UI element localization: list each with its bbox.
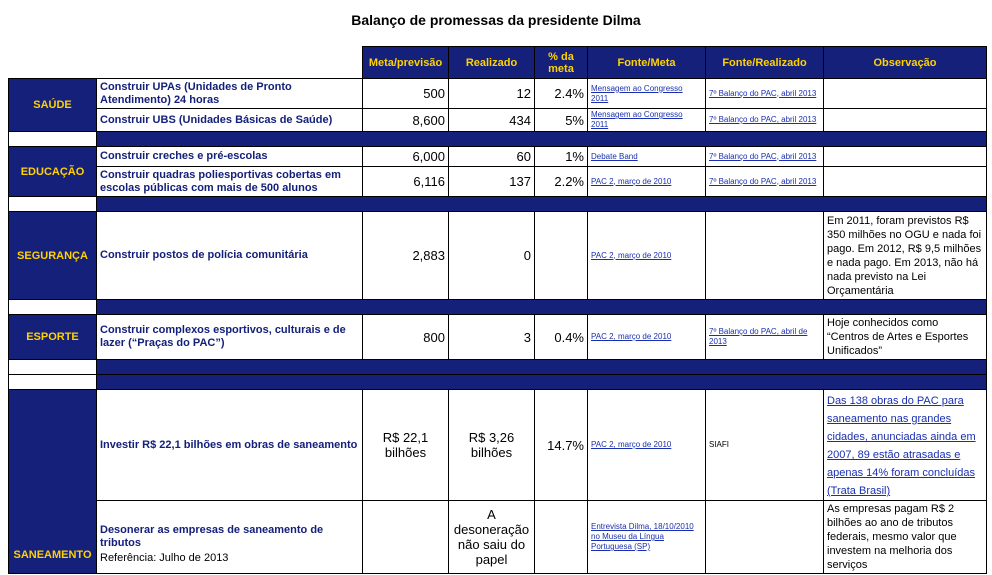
table-row bbox=[9, 390, 987, 501]
table-row bbox=[9, 147, 987, 167]
observacao bbox=[824, 167, 987, 197]
fonte-realizado-link[interactable]: 7º Balanço do PAC, abril 2013 bbox=[709, 115, 817, 124]
table-row bbox=[9, 315, 987, 360]
promise-text: Construir quadras poliesportivas cobertas em escolas públicas com mais de 500 alunos bbox=[97, 167, 363, 197]
promise-text: Investir R$ 22,1 bilhões em obras de saneamento bbox=[97, 390, 363, 501]
separator-row bbox=[9, 132, 987, 147]
fonte-meta-link[interactable]: Mensagem ao Congresso 2011 bbox=[591, 83, 683, 103]
fonte-meta-link[interactable]: Debate Band bbox=[591, 151, 638, 161]
table-row bbox=[9, 212, 987, 300]
promise-text: Construir UPAs (Unidades de Pronto Atendimento) 24 horas bbox=[97, 79, 363, 109]
header-fonte-meta: Fonte/Meta bbox=[588, 47, 706, 79]
sector-seguranca: SEGURANÇA bbox=[9, 212, 97, 300]
meta-value: 500 bbox=[363, 79, 449, 109]
realizado-value: 0 bbox=[449, 212, 535, 300]
observacao: Hoje conhecidos como “Centros de Artes e Esportes Unificados” bbox=[824, 315, 987, 360]
observacao bbox=[824, 147, 987, 167]
promise-text: Construir postos de polícia comunitária bbox=[97, 212, 363, 300]
table-row bbox=[9, 79, 987, 109]
realizado-value: 434 bbox=[449, 109, 535, 132]
pct-value: 2.4% bbox=[535, 79, 588, 109]
meta-value: 800 bbox=[363, 315, 449, 360]
sector-educacao: EDUCAÇÃO bbox=[9, 147, 97, 197]
header-blank bbox=[9, 47, 97, 79]
fonte-realizado-text: SIAFI bbox=[709, 440, 730, 449]
promises-table bbox=[8, 46, 987, 574]
fonte-realizado-link[interactable]: 7º Balanço do PAC, abril 2013 bbox=[709, 88, 817, 98]
pct-value bbox=[535, 501, 588, 574]
fonte-meta-link[interactable]: PAC 2, março de 2010 bbox=[591, 176, 672, 186]
meta-value: 8,600 bbox=[363, 109, 449, 132]
realizado-value: 60 bbox=[449, 147, 535, 167]
fonte-meta-link[interactable]: Entrevista Dilma, 18/10/2010 no Museu da Língua Portuguesa (SP) bbox=[591, 522, 694, 551]
fonte-meta-link[interactable]: PAC 2, março de 2010 bbox=[591, 250, 672, 260]
fonte-realizado-link[interactable]: 7º Balanço do PAC, abril 2013 bbox=[709, 151, 817, 161]
header-blank bbox=[97, 47, 363, 79]
promise-text: Construir creches e pré-escolas bbox=[97, 147, 363, 167]
realizado-value: 3 bbox=[449, 315, 535, 360]
pct-value bbox=[535, 212, 588, 300]
fonte-meta-link[interactable]: PAC 2, março de 2010 bbox=[591, 332, 672, 341]
page-title: Balanço de promessas da presidente Dilma bbox=[351, 12, 641, 28]
reference-note: Referência: Julho de 2013 bbox=[100, 552, 229, 564]
table-row bbox=[9, 109, 987, 132]
header-fonte-realizado: Fonte/Realizado bbox=[706, 47, 824, 79]
separator-row bbox=[9, 360, 987, 375]
promise-text: Construir complexos esportivos, culturais e de lazer (“Praças do PAC”) bbox=[97, 315, 363, 360]
separator-row bbox=[9, 197, 987, 212]
sector-saude: SAÚDE bbox=[9, 79, 97, 132]
promise-text: Desonerar as empresas de saneamento de tributos bbox=[97, 501, 363, 574]
separator-row bbox=[9, 300, 987, 315]
realizado-value: 12 bbox=[449, 79, 535, 109]
promise-text: Construir UBS (Unidades Básicas de Saúde) bbox=[97, 109, 363, 132]
fonte-meta-link[interactable]: Mensagem ao Congresso 2011 bbox=[591, 110, 683, 129]
observacao bbox=[824, 109, 987, 132]
realizado-value: A desoneração não saiu do papel bbox=[449, 501, 535, 574]
meta-value bbox=[363, 501, 449, 574]
observacao: Em 2011, foram previstos R$ 350 milhões no OGU e nada foi pago. Em 2012, R$ 9,5 milhões e nada pago. Em 2013, não há nada previsto na Lei Orçamentária bbox=[824, 212, 987, 300]
pct-value: 0.4% bbox=[535, 315, 588, 360]
table-row bbox=[9, 167, 987, 197]
meta-value: 6,116 bbox=[363, 167, 449, 197]
header-row bbox=[9, 47, 987, 79]
header-observacao: Observação bbox=[824, 47, 987, 79]
sector-saneamento: SANEAMENTO bbox=[9, 390, 97, 574]
realizado-value: 137 bbox=[449, 167, 535, 197]
pct-value: 1% bbox=[535, 147, 588, 167]
pct-value: 5% bbox=[535, 109, 588, 132]
fonte-realizado-link[interactable]: 7º Balanço do PAC, abril de 2013 bbox=[709, 327, 808, 346]
meta-value: 2,883 bbox=[363, 212, 449, 300]
observacao: As empresas pagam R$ 2 bilhões ao ano de tributos federais, mesmo valor que investem na melhoria dos serviços bbox=[824, 501, 987, 574]
header-meta: Meta/previsão bbox=[363, 47, 449, 79]
observacao bbox=[824, 79, 987, 109]
header-pct: % da meta bbox=[535, 47, 588, 79]
separator-row bbox=[9, 375, 987, 390]
meta-value: R$ 22,1 bilhões bbox=[363, 390, 449, 501]
fonte-realizado-link[interactable]: 7º Balanço do PAC, abril 2013 bbox=[709, 176, 817, 186]
pct-value: 2.2% bbox=[535, 167, 588, 197]
realizado-value: R$ 3,26 bilhões bbox=[449, 390, 535, 501]
pct-value: 14.7% bbox=[535, 390, 588, 501]
observacao-link[interactable]: Das 138 obras do PAC para saneamento nas grandes cidades, anunciadas ainda em 2007, 89 estão atrasadas e apenas 14% foram concluídas (Trata Brasil) bbox=[827, 395, 976, 497]
fonte-meta-link[interactable]: PAC 2, março de 2010 bbox=[591, 440, 672, 449]
meta-value: 6,000 bbox=[363, 147, 449, 167]
header-realizado: Realizado bbox=[449, 47, 535, 79]
sector-esporte: ESPORTE bbox=[9, 315, 97, 360]
